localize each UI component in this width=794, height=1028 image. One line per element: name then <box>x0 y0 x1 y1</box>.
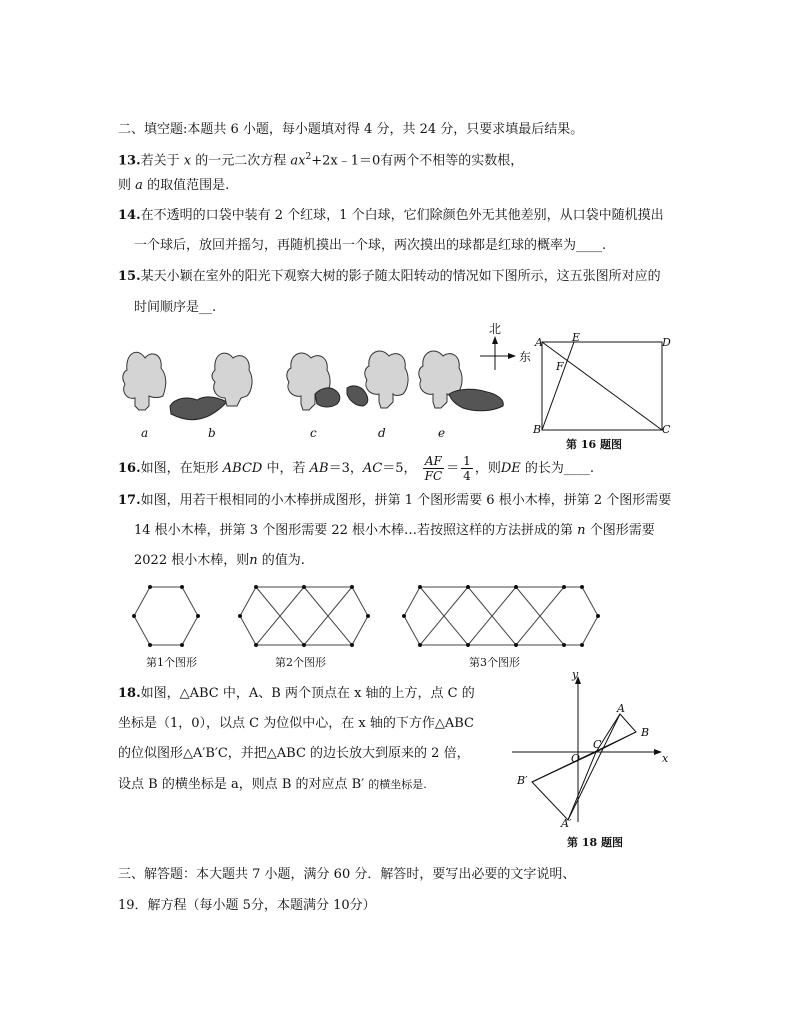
q13-eq-exp: 2 <box>305 152 312 162</box>
q13-var-x: x <box>183 153 192 169</box>
shadow-c <box>315 388 340 407</box>
tree-a <box>123 352 166 410</box>
q16-text-a: 如图，在矩形 <box>140 461 219 476</box>
q16-ac: AC <box>362 461 383 476</box>
q16-rect-name: ABCD <box>222 461 263 476</box>
q16-label-B: B <box>533 423 542 436</box>
q18-label-O: O <box>571 752 581 765</box>
q13-eq-rest: +2x﹣1＝0 <box>311 153 381 169</box>
q18-text-1: 如图，△ABC 中，A、B 两个顶点在 x 轴的上方，点 C 的 <box>140 686 475 701</box>
q16-ab-val: ＝3， <box>328 461 363 476</box>
q18-label-A: A <box>617 702 625 715</box>
section2-heading: 二、填空题:本题共 6 小题，每小题填对得 4 分，共 24 分，只要求填最后结果。 <box>118 122 584 137</box>
q18-line4 <box>118 776 427 794</box>
q18-label-B: B <box>641 726 650 739</box>
hexagon-3 <box>404 587 598 645</box>
q16-text-b: 中，若 <box>266 461 306 476</box>
q17-line3 <box>134 552 305 570</box>
q16-caption: 第 16 题图 <box>566 438 622 451</box>
q17-line1 <box>118 492 671 510</box>
q13-line1 <box>118 148 523 170</box>
q13-text-2a: 则 <box>118 178 132 193</box>
q17-caption-3: 第3个图形 <box>469 656 520 669</box>
q15-line2: 时间顺序是__. <box>134 300 217 315</box>
q18-label-A-prime: A′ <box>561 817 572 830</box>
q16-line <box>118 454 594 484</box>
section3-heading: 三、解答题：本大题共 7 小题，满分 60 分．解答时，要写出必要的文字说明、 <box>118 867 576 882</box>
q16-ab: AB <box>309 461 329 476</box>
q18-coordinate-figure <box>508 672 668 832</box>
hexagon-2 <box>240 587 368 645</box>
q13-text-2b: 的取值范围是. <box>147 178 230 193</box>
q17-text-3b: 的值为. <box>261 553 305 568</box>
shadow-e <box>449 389 503 411</box>
q16-rectangle-figure <box>530 336 680 446</box>
q16-label-F: F <box>556 360 564 373</box>
q15-label-e: e <box>438 426 446 440</box>
q14-text-1: 在不透明的口袋中装有 2 个红球，1 个白球，它们除颜色外无其他差别，从口袋中随机摸出 <box>140 208 664 223</box>
q16-number: 16. <box>118 461 141 476</box>
shadow-d <box>347 386 368 406</box>
q14-line2: 一个球后，放回并摇匀，再随机摸出一个球，两次摸出的球都是红球的概率为____. <box>134 238 607 253</box>
q16-label-E: E <box>572 331 581 344</box>
q17-caption-2: 第2个图形 <box>275 656 326 669</box>
q16-text-c: ，则 <box>474 461 501 476</box>
q18-number: 18. <box>118 686 141 701</box>
q13-text-1b: 的一元二次方程 <box>195 153 287 169</box>
q18-caption: 第 18 题图 <box>567 836 623 849</box>
q13-var-a: a <box>135 178 143 193</box>
q15-label-c: c <box>310 426 317 440</box>
q17-number: 17. <box>118 493 141 508</box>
q16-label-C: C <box>662 423 671 436</box>
q16-ratio-fraction: $\frac{AF}{FC}$ <box>424 454 443 483</box>
q18-text-4b: 的横坐标是. <box>368 778 427 791</box>
shadow-b <box>170 397 227 420</box>
q17-text-1: 如图，用若干根相同的小木棒拼成图形，拼第 1 个图形需要 6 根小木棒，拼第 2 个图形需要 <box>140 493 672 508</box>
q13-text-1c: 有两个不相等的实数根， <box>380 153 524 169</box>
q19-text: 19．解方程（每小题 5分，本题满分 10分） <box>118 898 376 913</box>
q18-label-x: x <box>662 752 669 765</box>
q17-text-2: 14 根小木棒，拼第 3 个图形需要 22 根小木棒…若按照这样的方法拼成的第 <box>134 523 574 538</box>
triangle-a2b2c <box>532 752 596 820</box>
q17-text-3a: 2022 根小木棒，则 <box>134 553 250 568</box>
q18-label-C: C <box>593 738 602 751</box>
hexagon-1 <box>134 587 198 645</box>
q16-label-A: A <box>535 336 543 349</box>
q17-text-2b: 个图形需要 <box>589 523 655 538</box>
q16-label-D: D <box>662 336 671 349</box>
q18-label-y: y <box>572 668 579 681</box>
q13-text-1a: 若关于 <box>140 153 180 169</box>
compass-north-label: 北 <box>489 322 502 336</box>
q13-number: 13. <box>118 153 141 169</box>
q18-line3: 的位似图形△A′B′C，并把△ABC 的边长放大到原来的 2 倍， <box>118 746 470 761</box>
q15-number: 15. <box>118 269 141 284</box>
q17-hexagon-figures <box>130 585 600 650</box>
q18-line2: 坐标是（1，0），以点 C 为位似中心，在 x 轴的下方作△ABC <box>118 716 474 731</box>
q17-var-n: n <box>577 523 586 538</box>
q18-text-4a: 设点 B 的横坐标是 a，则点 B 的对应点 B′ <box>118 777 365 792</box>
q15-label-d: d <box>378 426 386 440</box>
q15-text-1: 某天小颖在室外的阳光下观察大树的影子随太阳转动的情况如下图所示，这五张图所对应的 <box>140 269 661 284</box>
q15-label-b: b <box>208 426 216 440</box>
q16-value-fraction: $\frac{1}{4}$ <box>463 454 471 483</box>
q16-de: DE <box>500 461 521 476</box>
compass <box>480 336 516 370</box>
tree-d <box>365 351 408 408</box>
q15-line1 <box>118 268 661 286</box>
compass-east-label: 东 <box>519 350 532 364</box>
q15-label-a: a <box>141 426 149 440</box>
q18-line1 <box>118 685 475 703</box>
q14-line1 <box>118 207 664 225</box>
q14-number: 14. <box>118 208 141 223</box>
q17-var-n-2: n <box>249 553 258 568</box>
q13-line2 <box>118 177 229 195</box>
q18-label-B-prime: B′ <box>517 774 528 787</box>
q13-eq-a: ax <box>290 153 306 169</box>
q17-line2 <box>134 522 655 540</box>
q17-caption-1: 第1个图形 <box>146 656 197 669</box>
triangle-abc <box>596 714 636 752</box>
q16-text-d: 的长为____. <box>524 461 595 476</box>
q16-ac-val: ＝5， <box>382 461 417 476</box>
q16-eq: ＝ <box>446 461 460 476</box>
